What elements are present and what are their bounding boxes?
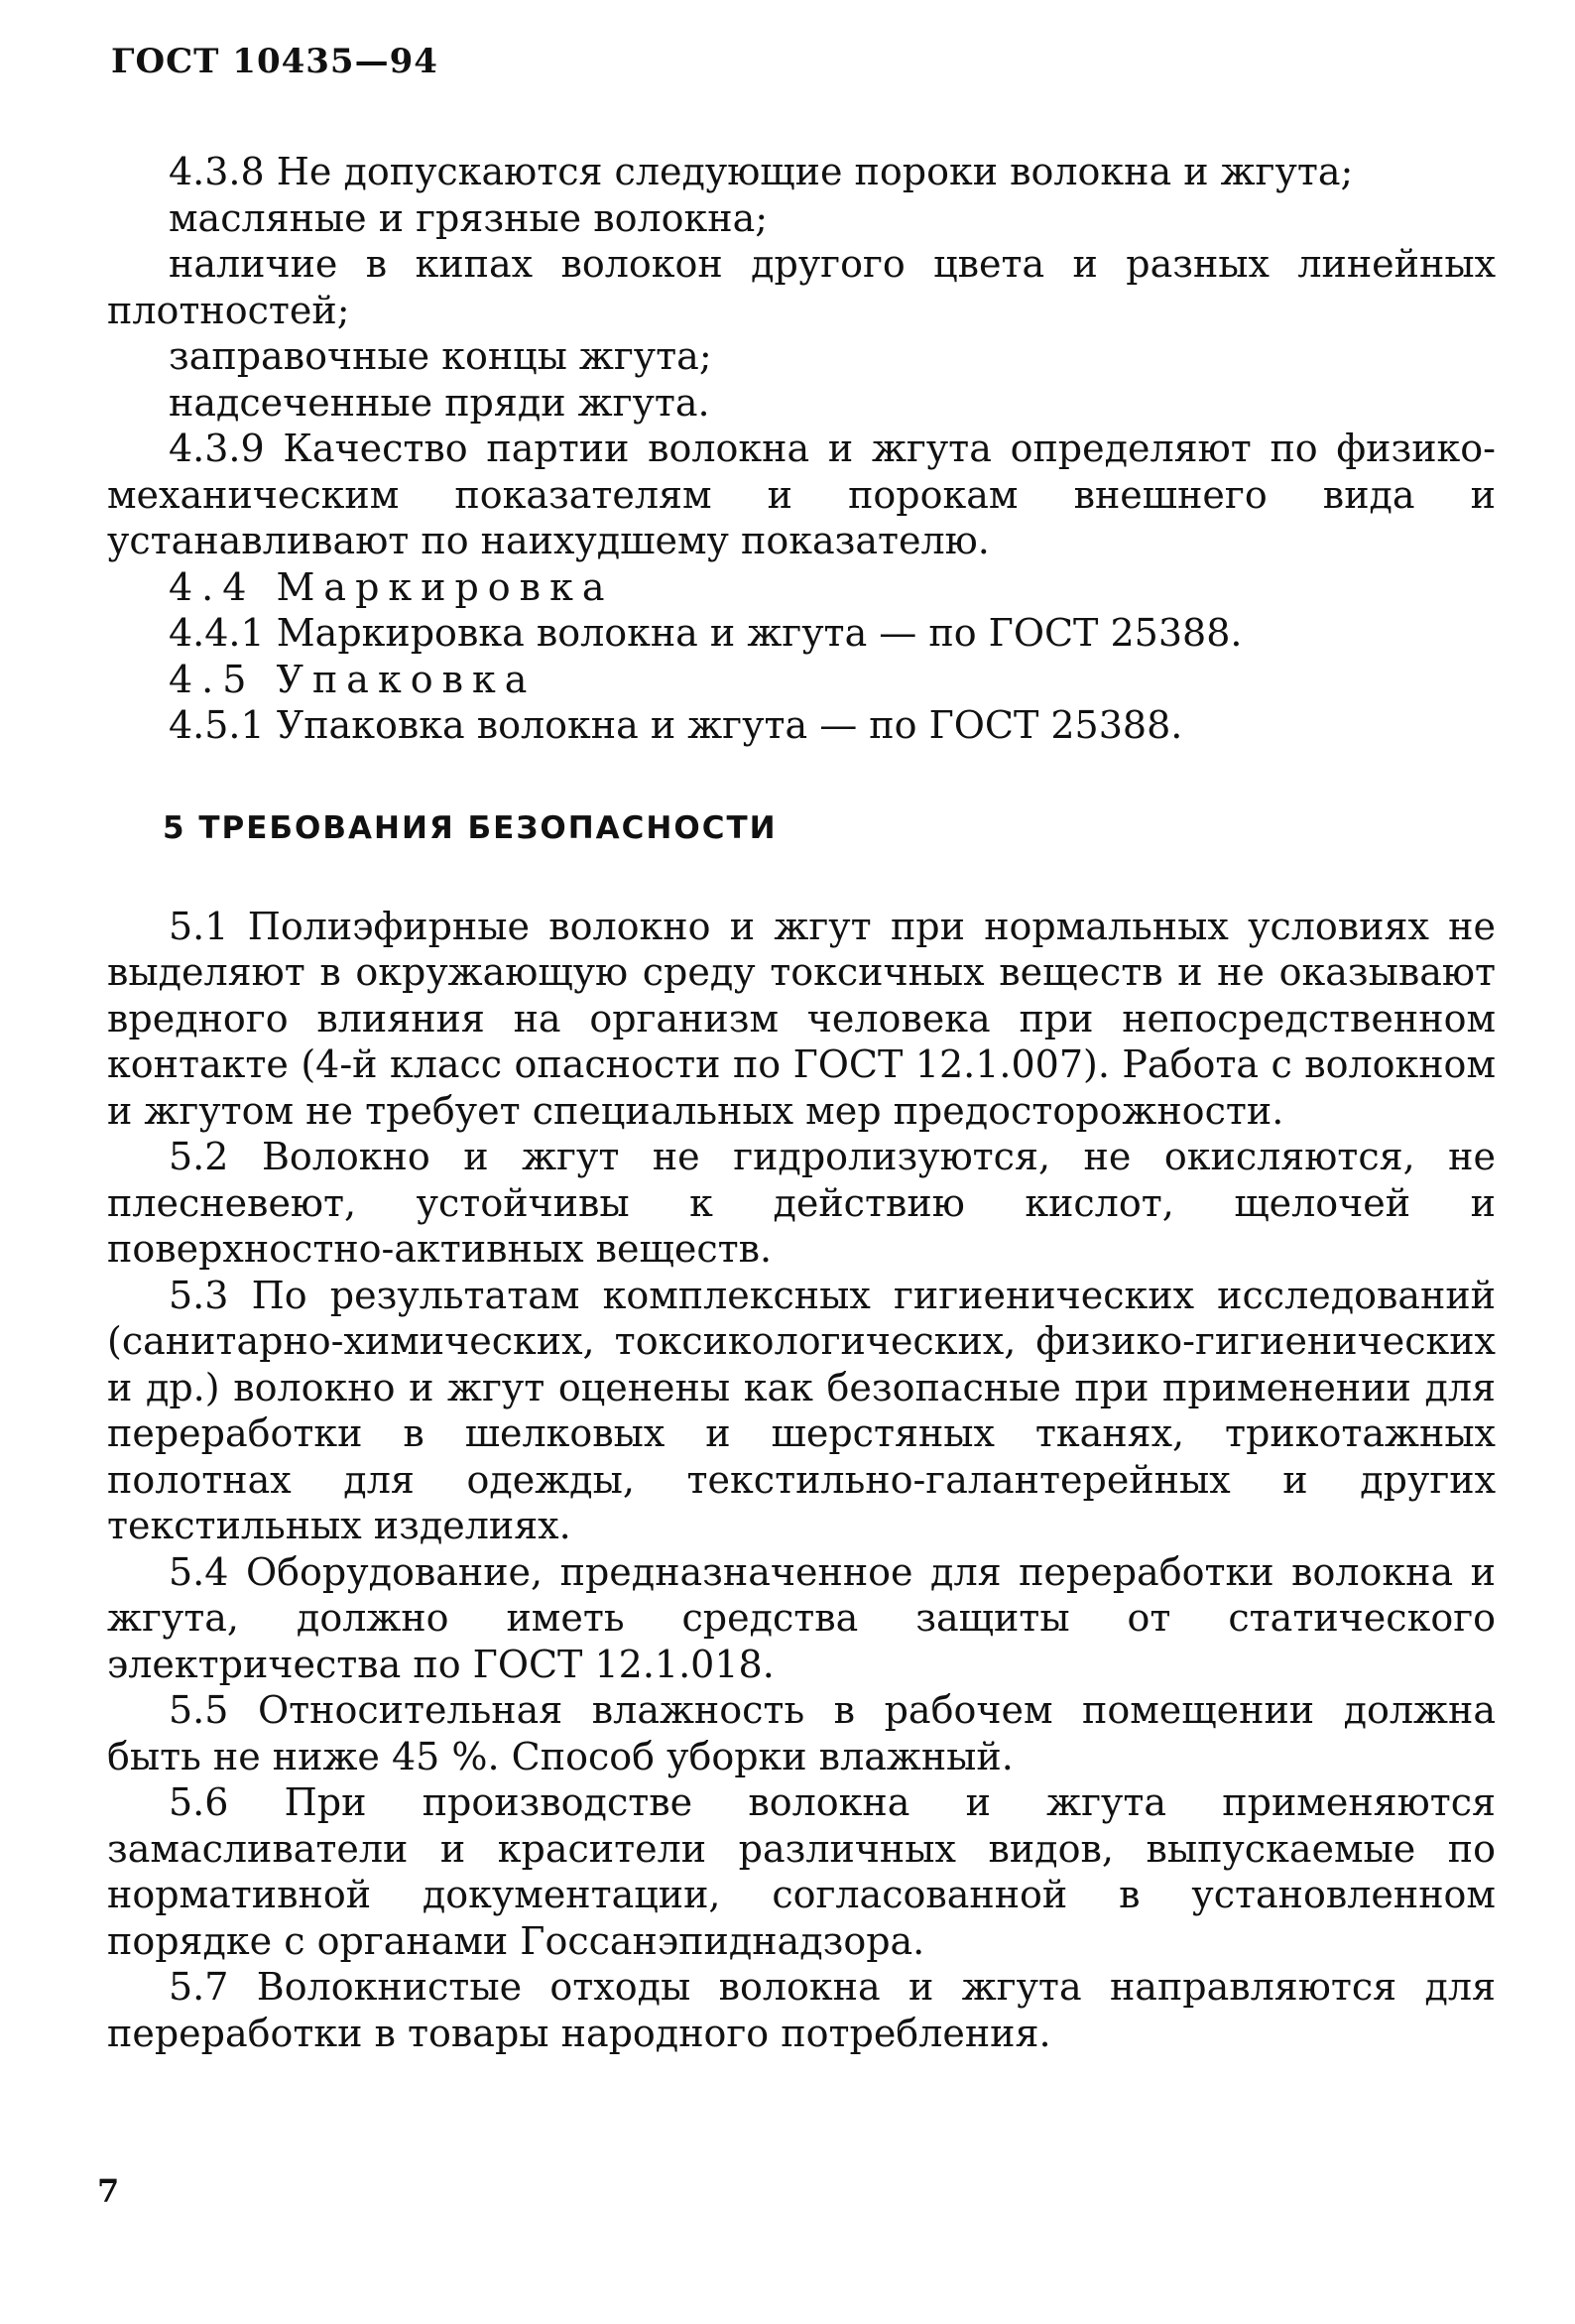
paragraph-4-5-1: 4.5.1 Упаковка волокна и жгута — по ГОСТ 25388. <box>169 703 1183 747</box>
paragraph-4-3-8: 4.3.8 Не допускаются следующие пороки волокна и жгута; <box>169 150 1354 193</box>
paragraph-5-3: 5.3 По результатам комплексных гигиенических исследований (санитарно-химических, токсикологических, физико-гигиенических и др.) волокно и жгут оценены как безопасные при применении для переработки в шелковых и шерстяных тканях, трикотажных полотнах для одежды, текстильно-галантерейных и других текстильных изделиях. <box>107 1273 1496 1547</box>
subsection-heading-packing: 4.5 Упаковка <box>169 657 537 701</box>
paragraph-5-6: 5.6 При производстве волокна и жгута применяются замасливатели и красители различных видов, выпускаемые по нормативной документации, согласованной в установленном порядке с органами Госсанэпиднадзора. <box>107 1780 1496 1963</box>
section-title: 5 ТРЕБОВАНИЯ БЕЗОПАСНОСТИ <box>163 809 778 846</box>
paragraph-4-4-1: 4.4.1 Маркировка волокна и жгута — по ГОСТ 25388. <box>169 611 1243 655</box>
list-item: надсеченные пряди жгута. <box>169 380 710 425</box>
paragraph-5-4: 5.4 Оборудование, предназначенное для переработки волокна и жгута, должно иметь средства защиты от статического электричества по ГОСТ 12.1.018. <box>107 1549 1496 1686</box>
list-item: наличие в кипах волокон другого цвета и разных линейных плотностей; <box>107 242 1496 332</box>
document-body <box>107 149 1496 2056</box>
paragraph-5-1: 5.1 Полиэфирные волокно и жгут при нормальных условиях не выделяют в окружающую среду токсичных веществ и не оказывают вредного влияния на организм человека при непосредственном контакте (4-й класс опасности по ГОСТ 12.1.007). Работа с волокном и жгутом не требует специальных мер предосторожности. <box>107 904 1496 1133</box>
page-number: 7 <box>97 2172 120 2210</box>
list-item: масляные и грязные волокна; <box>169 195 769 240</box>
list-item: заправочные концы жгута; <box>169 334 712 378</box>
paragraph-5-7: 5.7 Волокнистые отходы волокна и жгута направляются для переработки в товары народного потребления. <box>107 1965 1496 2055</box>
paragraph-5-5: 5.5 Относительная влажность в рабочем помещении должна быть не ниже 45 %. Способ уборки влажный. <box>107 1688 1496 1778</box>
subsection-heading-marking: 4.4 Маркировка <box>169 564 614 609</box>
paragraph-4-3-9: 4.3.9 Качество партии волокна и жгута определяют по физико-механическим показателям и порокам внешнего вида и устанавливают по наихудшему показателю. <box>107 427 1496 562</box>
document-header: ГОСТ 10435—94 <box>111 42 438 81</box>
paragraph-5-2: 5.2 Волокно и жгут не гидролизуются, не окисляются, не плесневеют, устойчивы к действию кислот, щелочей и поверхностно-активных веществ. <box>107 1135 1496 1271</box>
